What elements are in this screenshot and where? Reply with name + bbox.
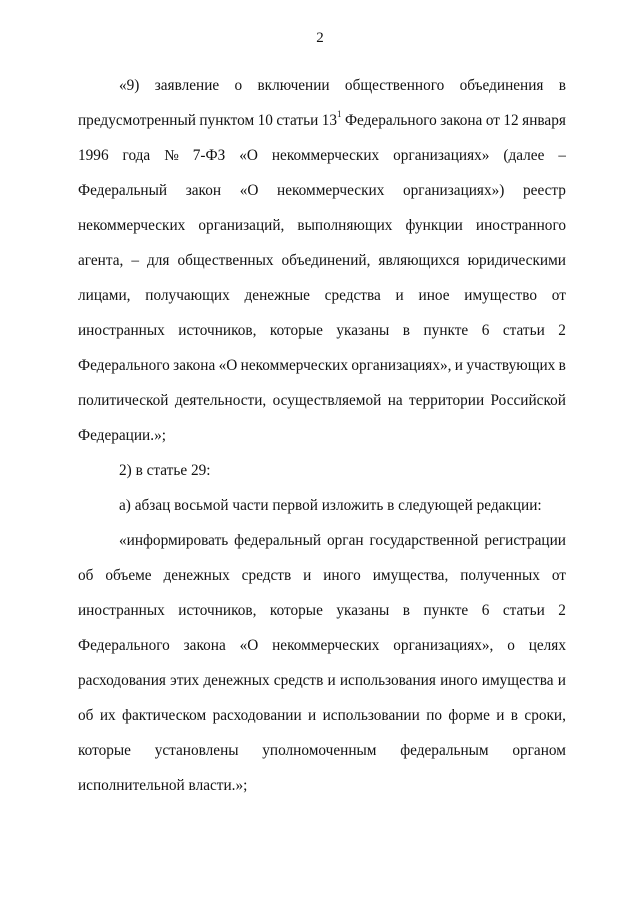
word: некоммерческих xyxy=(271,147,380,164)
word: от xyxy=(485,112,500,129)
word: имущества xyxy=(481,672,554,689)
word: организациях», xyxy=(393,637,494,654)
word: «О xyxy=(239,637,259,654)
word: в xyxy=(402,602,411,619)
word: орган xyxy=(327,532,364,549)
word: иностранных xyxy=(78,322,165,339)
word: и xyxy=(557,672,566,689)
word: пункте xyxy=(423,322,469,339)
text-line-last: исполнительной власти.»; xyxy=(78,777,248,794)
word: денежных xyxy=(163,567,230,584)
text-line xyxy=(78,733,566,768)
word: в xyxy=(510,707,519,724)
word: федеральный xyxy=(234,532,322,549)
word: функции xyxy=(405,217,463,234)
text-line-last: а) абзац восьмой части первой изложить в следующей редакции: xyxy=(119,497,542,514)
word: 2 xyxy=(558,322,566,339)
word: денежные xyxy=(244,287,310,304)
word: некоммерческих xyxy=(240,357,348,374)
word: от xyxy=(551,287,566,304)
word: использования xyxy=(339,672,436,689)
word: территории xyxy=(409,392,485,409)
document-body xyxy=(78,68,566,803)
word: источников, xyxy=(178,322,257,339)
word: и xyxy=(395,287,404,304)
text-line xyxy=(78,68,566,103)
word: иного xyxy=(323,567,361,584)
word: использовании xyxy=(322,707,420,724)
word: иного xyxy=(440,672,478,689)
word: указаны xyxy=(336,602,390,619)
text-line xyxy=(78,173,566,208)
word: Российской xyxy=(490,392,566,409)
text-line xyxy=(78,593,566,628)
word: имущества, xyxy=(372,567,449,584)
word: осуществляемой xyxy=(272,392,382,409)
word: политической xyxy=(78,392,169,409)
word: сроки, xyxy=(524,707,566,724)
word: 12 xyxy=(503,112,519,129)
word: получающих xyxy=(145,287,230,304)
word: их xyxy=(99,707,116,724)
word: деятельности, xyxy=(174,392,267,409)
page-number: 2 xyxy=(316,30,324,46)
word: статьи xyxy=(502,602,545,619)
paragraph-p3 xyxy=(78,488,566,523)
text-line xyxy=(78,243,566,278)
word: форме xyxy=(448,707,490,724)
word: иностранных xyxy=(78,602,165,619)
word: предусмотренный xyxy=(78,112,196,129)
word: источников, xyxy=(178,602,257,619)
word: 2 xyxy=(558,602,566,619)
word: имущество xyxy=(464,287,538,304)
text-line xyxy=(78,523,566,558)
word: в xyxy=(402,322,411,339)
word: закона xyxy=(183,637,226,654)
word: об xyxy=(78,567,94,584)
text-line xyxy=(78,313,566,348)
word: $13^1$ xyxy=(321,108,342,129)
word: по xyxy=(426,707,443,724)
word: закона xyxy=(440,112,483,129)
word: объединений, xyxy=(281,252,371,269)
text-line xyxy=(78,348,566,383)
word: агента, xyxy=(78,252,124,269)
word: организаций, xyxy=(198,217,285,234)
word: средств xyxy=(273,672,324,689)
word: денежных xyxy=(203,672,270,689)
text-line xyxy=(78,138,566,173)
word: полученных xyxy=(460,567,540,584)
word: целях xyxy=(528,637,566,654)
word: некоммерческих xyxy=(277,182,385,199)
word: января xyxy=(522,112,566,129)
word: в xyxy=(558,77,566,94)
word: средства xyxy=(324,287,381,304)
word: участвующих xyxy=(466,357,556,374)
word: «О xyxy=(218,357,238,374)
word: на xyxy=(387,392,403,409)
word: 6 xyxy=(481,322,490,339)
word: пунктом xyxy=(199,112,255,129)
word: которые xyxy=(269,322,323,339)
word: некоммерческих xyxy=(78,217,186,234)
word: заявление xyxy=(154,77,220,94)
word: Федерального xyxy=(78,357,170,374)
text-line xyxy=(78,628,566,663)
word: установлены xyxy=(154,742,239,759)
word: являющихся xyxy=(378,252,460,269)
word: иное xyxy=(418,287,450,304)
word: 1996 xyxy=(78,147,109,164)
word: «информировать xyxy=(119,532,229,549)
word: лицами, xyxy=(78,287,131,304)
word: которые xyxy=(269,602,323,619)
text-line xyxy=(78,278,566,313)
word: Федерального xyxy=(344,112,437,129)
word: «О xyxy=(239,147,258,164)
word: года xyxy=(122,147,151,164)
word: органом xyxy=(512,742,566,759)
paragraph-p1 xyxy=(78,68,566,453)
word: которые xyxy=(78,742,131,759)
word: объеме xyxy=(105,567,152,584)
text-line xyxy=(78,208,566,243)
word: некоммерческих xyxy=(272,637,380,654)
word: – xyxy=(131,252,139,269)
word: пункте xyxy=(423,602,469,619)
word: реестр xyxy=(523,182,566,199)
word: (далее xyxy=(503,147,545,164)
word: 6 xyxy=(481,602,490,619)
word: и xyxy=(308,707,317,724)
word: – xyxy=(558,147,566,164)
word: № xyxy=(164,147,179,164)
word: государственной xyxy=(369,532,479,549)
word: и xyxy=(327,672,336,689)
word: выполняющих xyxy=(297,217,393,234)
word: для xyxy=(146,252,170,269)
word: расходования xyxy=(78,672,166,689)
word: о xyxy=(234,77,243,94)
word: организациях») xyxy=(403,182,505,199)
word: иностранного xyxy=(475,217,566,234)
text-line xyxy=(78,558,566,593)
word: и xyxy=(496,707,505,724)
word: общественного xyxy=(344,77,445,94)
word: закон xyxy=(185,182,222,199)
word: о xyxy=(507,637,515,654)
word: средств xyxy=(241,567,292,584)
word: регистрации xyxy=(484,532,566,549)
word: этих xyxy=(170,672,200,689)
word: закона xyxy=(173,357,216,374)
word: и xyxy=(454,357,463,374)
text-line-last: 2) в статье 29: xyxy=(119,462,211,479)
word: Федеральный xyxy=(78,182,168,199)
word: включении xyxy=(257,77,330,94)
word: «О xyxy=(239,182,259,199)
word: 7-ФЗ xyxy=(192,147,226,164)
word: организациях», xyxy=(351,357,452,374)
word: «9) xyxy=(119,77,140,94)
word: Федерального xyxy=(78,637,170,654)
word: и xyxy=(303,567,312,584)
word: статьи xyxy=(502,322,545,339)
text-line-last: Федерации.»; xyxy=(78,427,166,444)
word: уполномоченным xyxy=(262,742,377,759)
word: указаны xyxy=(336,322,390,339)
text-line xyxy=(78,663,566,698)
word: организациях» xyxy=(393,147,490,164)
word: от xyxy=(551,567,566,584)
text-line xyxy=(78,383,566,418)
word: в xyxy=(558,357,566,374)
word: юридическими xyxy=(467,252,566,269)
word: расходовании xyxy=(212,707,302,724)
text-line xyxy=(78,103,566,138)
word: федеральным xyxy=(400,742,489,759)
text-line xyxy=(78,698,566,733)
word: 10 xyxy=(257,112,273,129)
paragraph-p4 xyxy=(78,523,566,803)
word: общественных xyxy=(177,252,274,269)
paragraph-p2 xyxy=(78,453,566,488)
word: объединения xyxy=(459,77,544,94)
word: фактическом xyxy=(122,707,207,724)
word: об xyxy=(78,707,94,724)
word: статьи xyxy=(276,112,319,129)
